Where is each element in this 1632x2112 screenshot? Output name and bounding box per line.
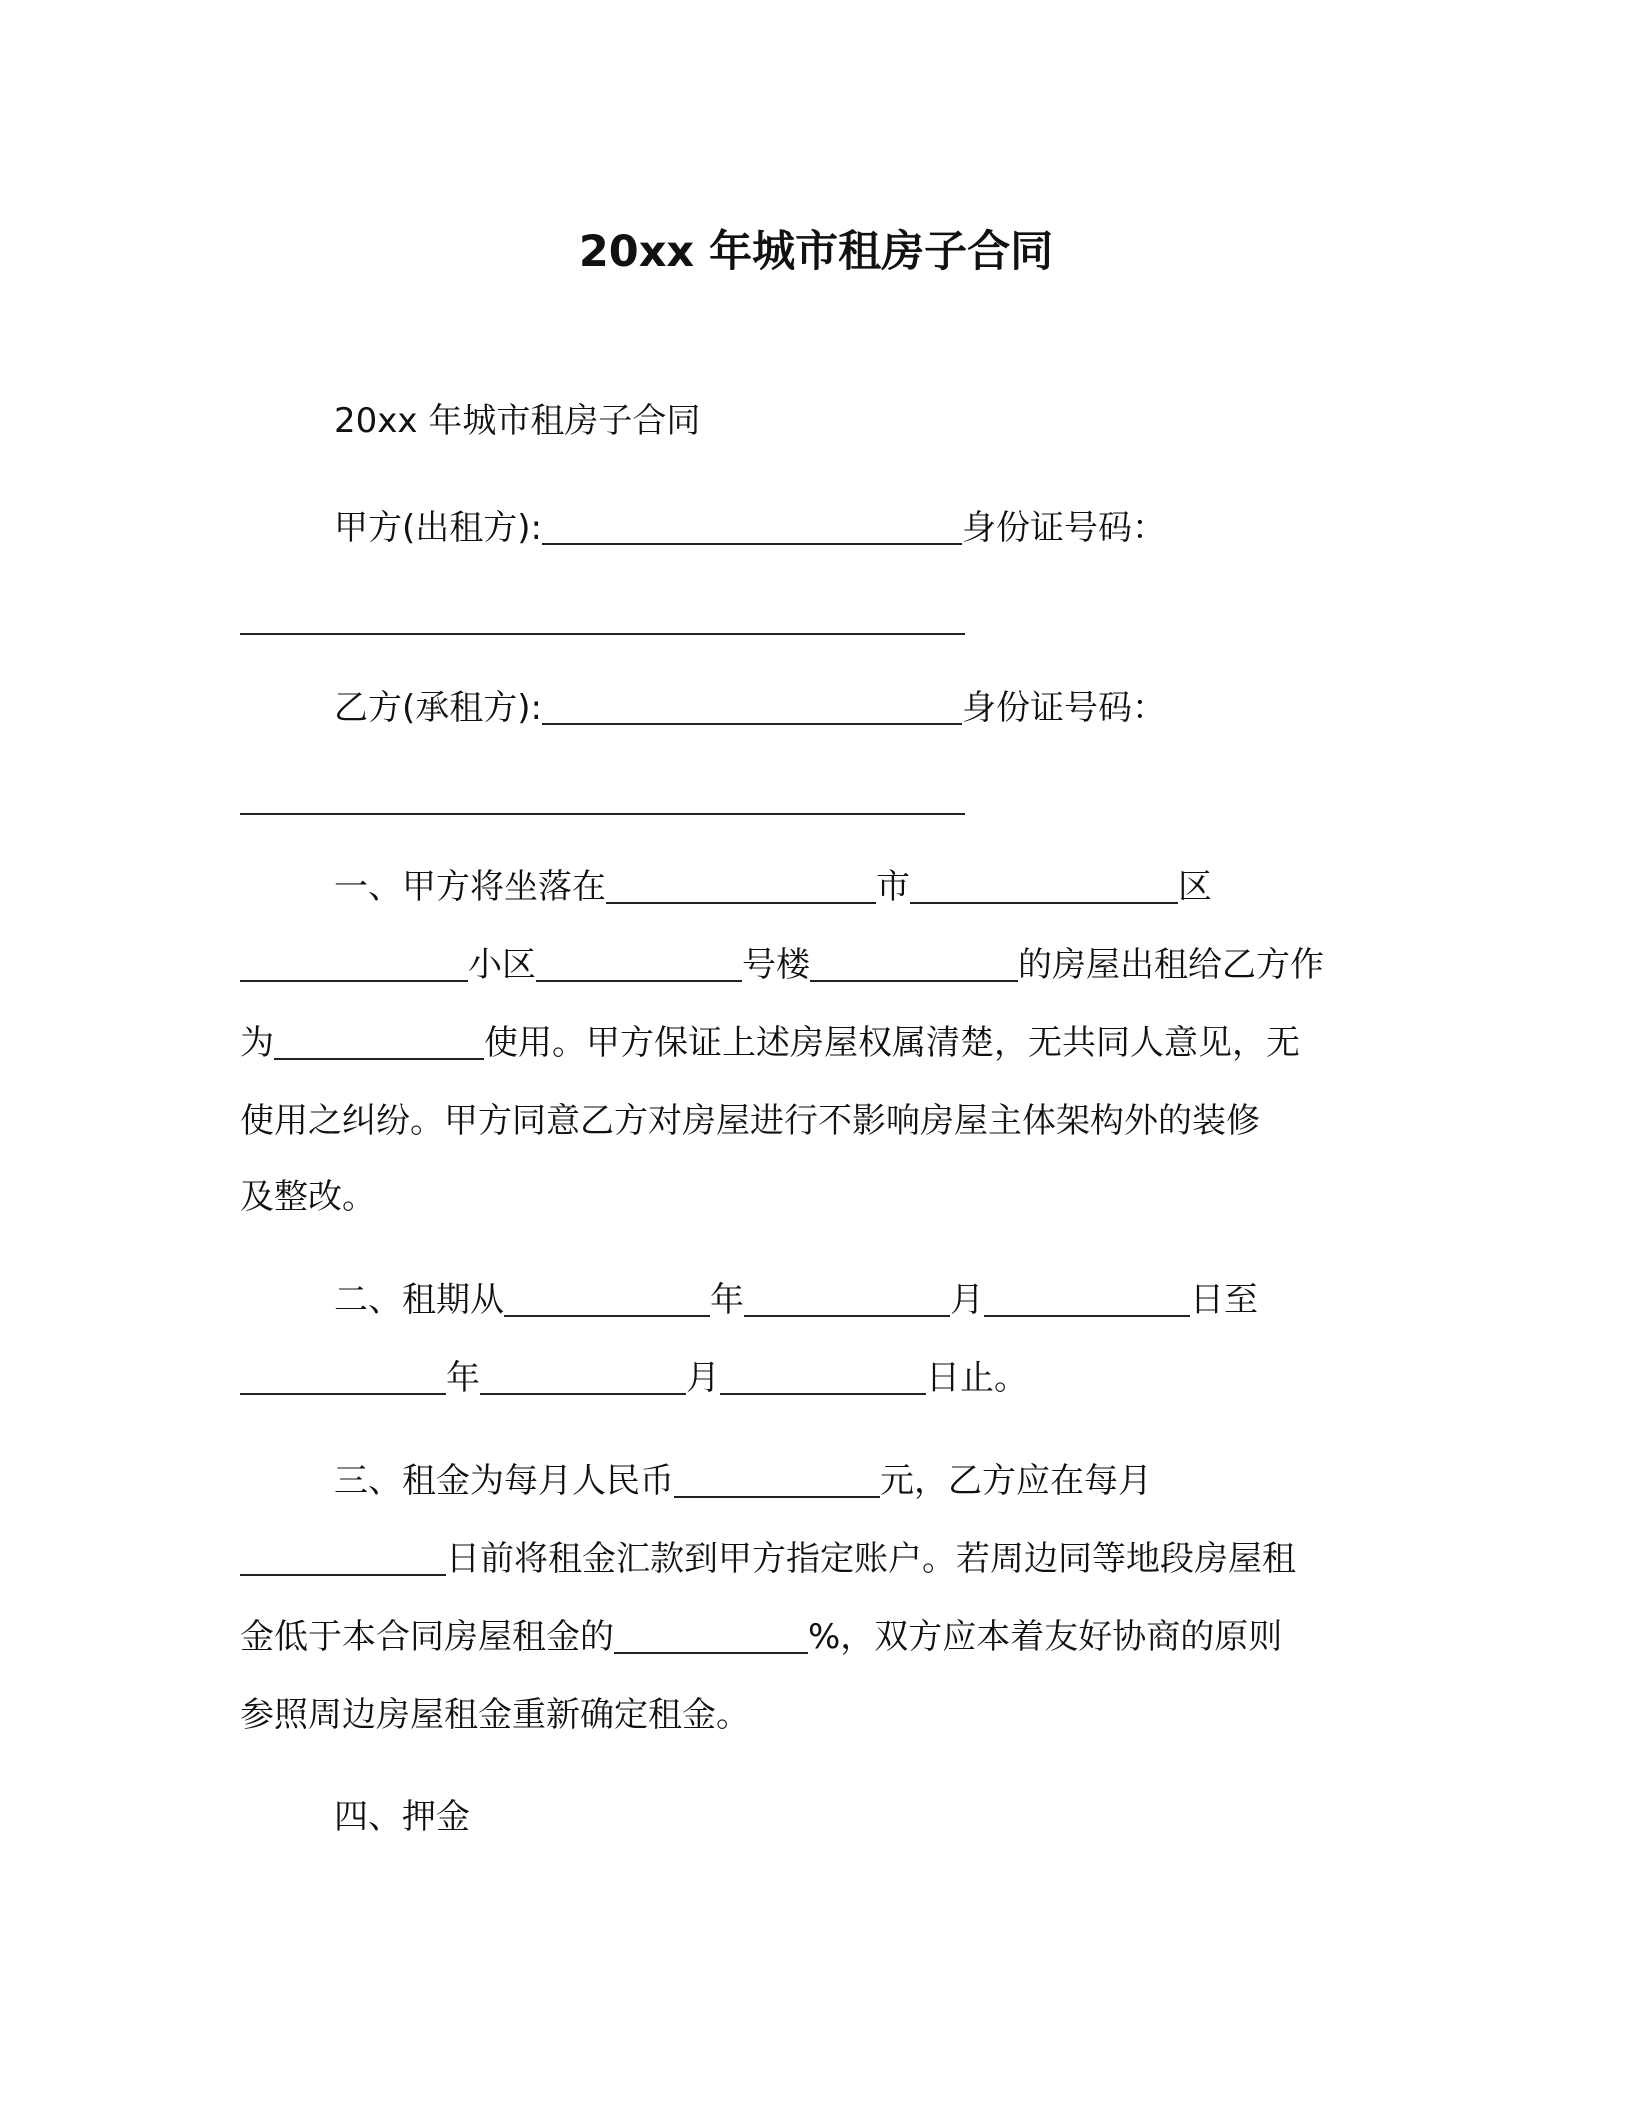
party-a-label: 甲方(出租方): [334,508,542,548]
clause3-prefix: 三、租金为每月人民币 [334,1461,674,1501]
clause2-end-month-blank[interactable] [480,1359,686,1395]
clause1-location-blank[interactable] [606,868,876,904]
clause3-line2 [240,1534,1440,1584]
document-subtitle: 20xx 年城市租房子合同 [334,401,701,441]
clause2-month: 月 [950,1280,984,1320]
clause1-community: 小区 [468,945,536,985]
party-b-id-blank[interactable] [240,779,965,815]
clause2-year: 年 [710,1280,744,1320]
clause2-prefix: 二、租期从 [334,1280,504,1320]
clause4-heading: 四、押金 [334,1797,470,1837]
clause1-line1 [334,862,1534,912]
clause3-line3-prefix: 金低于本合同房屋租金的 [240,1617,614,1657]
party-a-id-blank[interactable] [240,599,965,635]
clause1-city: 市 [876,867,910,907]
clause2-day-to: 日至 [1190,1280,1258,1320]
clause1-line3 [240,1018,1440,1068]
clause1-prefix: 一、甲方将坐落在 [334,867,606,907]
clause3-line4: 参照周边房屋租金重新确定租金。 [240,1695,750,1735]
clause1-line5: 及整改。 [240,1177,376,1217]
clause2-month2: 月 [686,1358,720,1398]
party-a-line [334,503,1534,553]
document-title: 20xx 年城市租房子合同 [578,227,1054,277]
clause2-day-end: 日止。 [926,1358,1028,1398]
clause1-use-text: 使用。甲方保证上述房屋权属清楚，无共同人意见，无 [484,1023,1300,1063]
clause1-use-blank[interactable] [274,1024,484,1060]
clause3-yuan-text: 元，乙方应在每月 [880,1461,1152,1501]
clause1-community-blank[interactable] [536,946,742,982]
clause2-line1 [334,1275,1534,1325]
clause1-building: 号楼 [742,945,810,985]
clause3-percent-blank[interactable] [614,1618,808,1654]
clause3-line1 [334,1456,1534,1506]
party-a-name-blank[interactable] [542,509,962,545]
clause2-line2 [240,1353,1440,1403]
party-b-name-blank[interactable] [542,689,962,725]
clause3-line2-text: 日前将租金汇款到甲方指定账户。若周边同等地段房屋租 [446,1539,1296,1579]
party-b-label: 乙方(承租方): [334,688,542,728]
clause1-building-blank[interactable] [810,946,1018,982]
clause3-day-blank[interactable] [240,1540,446,1576]
clause2-year2: 年 [446,1358,480,1398]
party-b-id-line [240,773,1440,823]
clause3-rent-blank[interactable] [674,1462,880,1498]
clause3-line3-suffix: %，双方应本着友好协商的原则 [808,1617,1283,1657]
clause1-lease-to: 的房屋出租给乙方作 [1018,945,1324,985]
clause2-start-month-blank[interactable] [744,1281,950,1317]
party-a-id-line [240,593,1440,643]
party-a-id-label: 身份证号码： [961,508,1166,548]
clause2-start-day-blank[interactable] [984,1281,1190,1317]
clause1-city-blank[interactable] [910,868,1178,904]
clause2-end-day-blank[interactable] [720,1359,926,1395]
party-b-id-label: 身份证号码： [961,688,1166,728]
clause1-district: 区 [1178,867,1212,907]
clause1-as: 为 [240,1023,274,1063]
clause1-district-blank[interactable] [240,946,468,982]
clause1-line2 [240,940,1440,990]
clause2-start-year-blank[interactable] [504,1281,710,1317]
clause2-end-year-blank[interactable] [240,1359,446,1395]
clause1-line4: 使用之纠纷。甲方同意乙方对房屋进行不影响房屋主体架构外的装修 [240,1101,1260,1141]
clause3-line3 [240,1612,1440,1662]
party-b-line [334,683,1534,733]
